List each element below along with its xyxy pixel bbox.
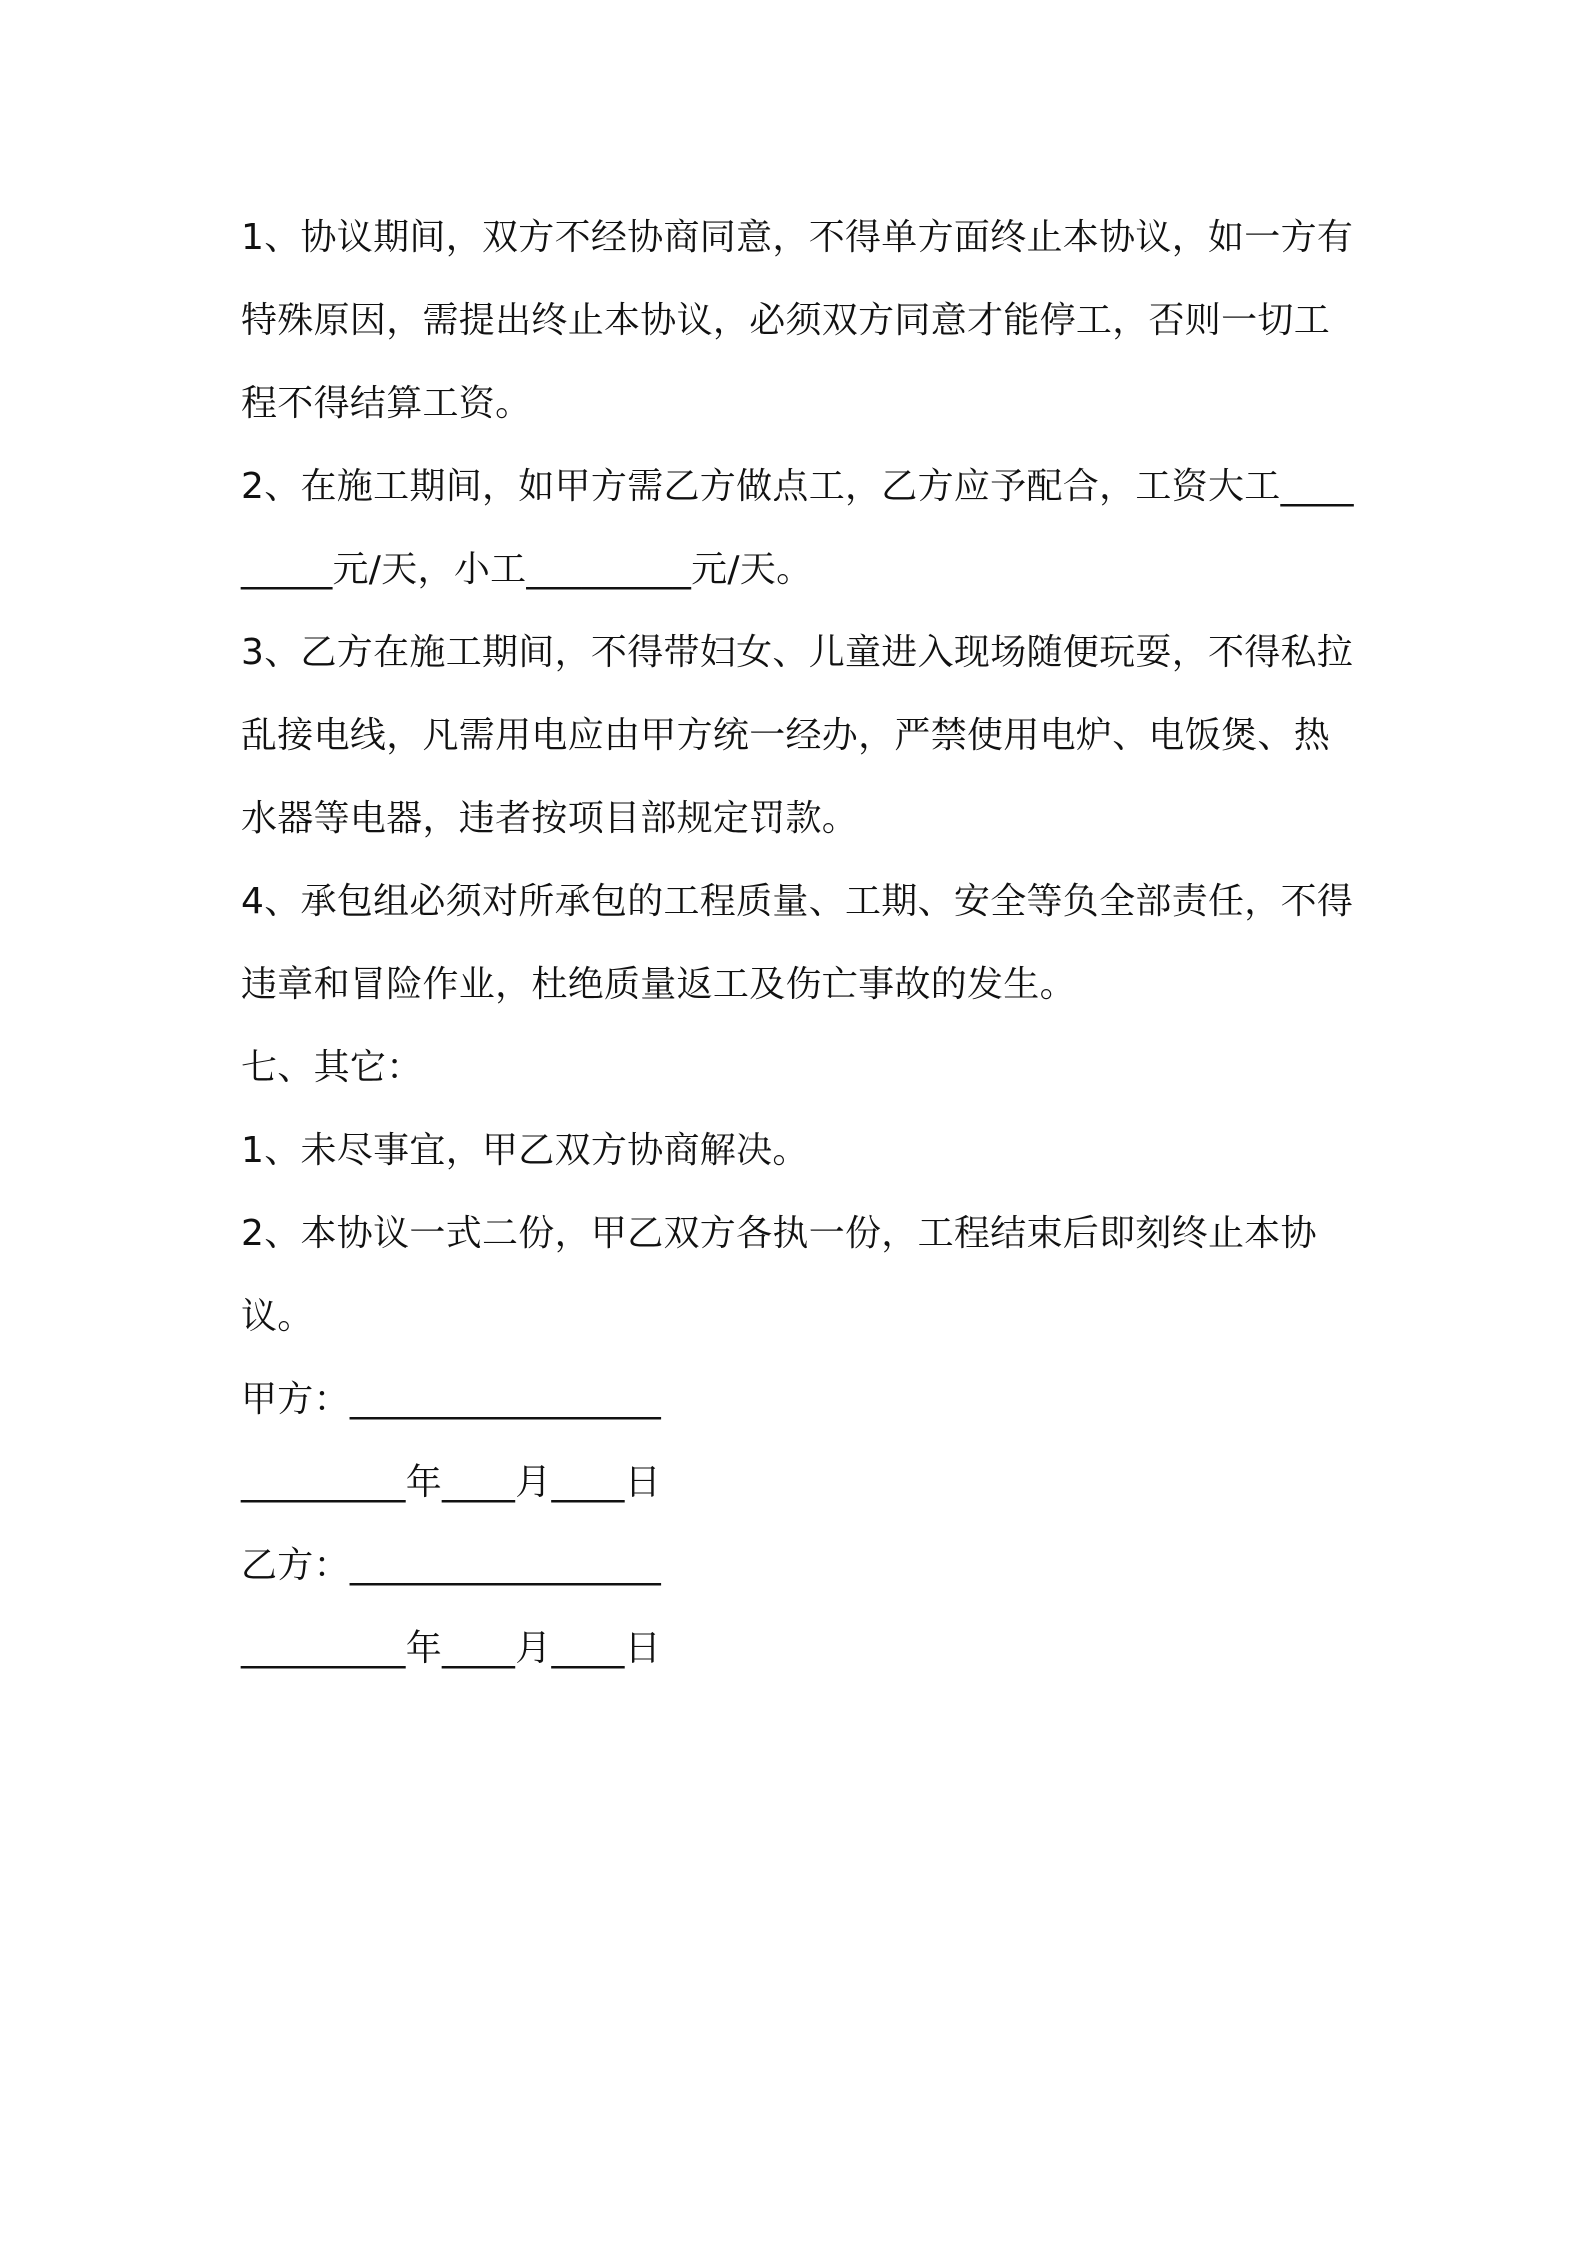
- clause-2-day-labor: 2、在施工期间，如甲方需乙方做点工，乙方应予配合，工资大工_________元/天，小工_________元/天。: [241, 466, 1354, 590]
- other-clause-2: 2、本协议一式二份，甲乙双方各执一份，工程结束后即刻终止本协议。: [241, 1213, 1317, 1337]
- clause-4-responsibility: 4、承包组必须对所承包的工程质量、工期、安全等负全部责任，不得违章和冒险作业，杜绝质量返工及伤亡事故的发生。: [241, 881, 1354, 1005]
- clause-1-termination: 1、协议期间，双方不经协商同意，不得单方面终止本协议，如一方有特殊原因，需提出终止本协议，必须双方同意才能停工，否则一切工程不得结算工资。: [241, 217, 1354, 424]
- clause-3-site-rules: 3、乙方在施工期间，不得带妇女、儿童进入现场随便玩耍，不得私拉乱接电线，凡需用电应由甲方统一经办，严禁使用电炉、电饭煲、热水器等电器，违者按项目部规定罚款。: [241, 632, 1354, 839]
- party-a-signature-line: 甲方：_________________: [241, 1379, 661, 1420]
- party-b-signature-line: 乙方：_________________: [241, 1545, 661, 1586]
- document-body: [241, 196, 1361, 1690]
- other-clause-1: 1、未尽事宜，甲乙双方协商解决。: [241, 1130, 809, 1171]
- section-heading-other: 七、其它：: [241, 1047, 423, 1088]
- party-a-date-line: _________年____月____日: [241, 1462, 661, 1503]
- party-b-date-line: _________年____月____日: [241, 1628, 661, 1669]
